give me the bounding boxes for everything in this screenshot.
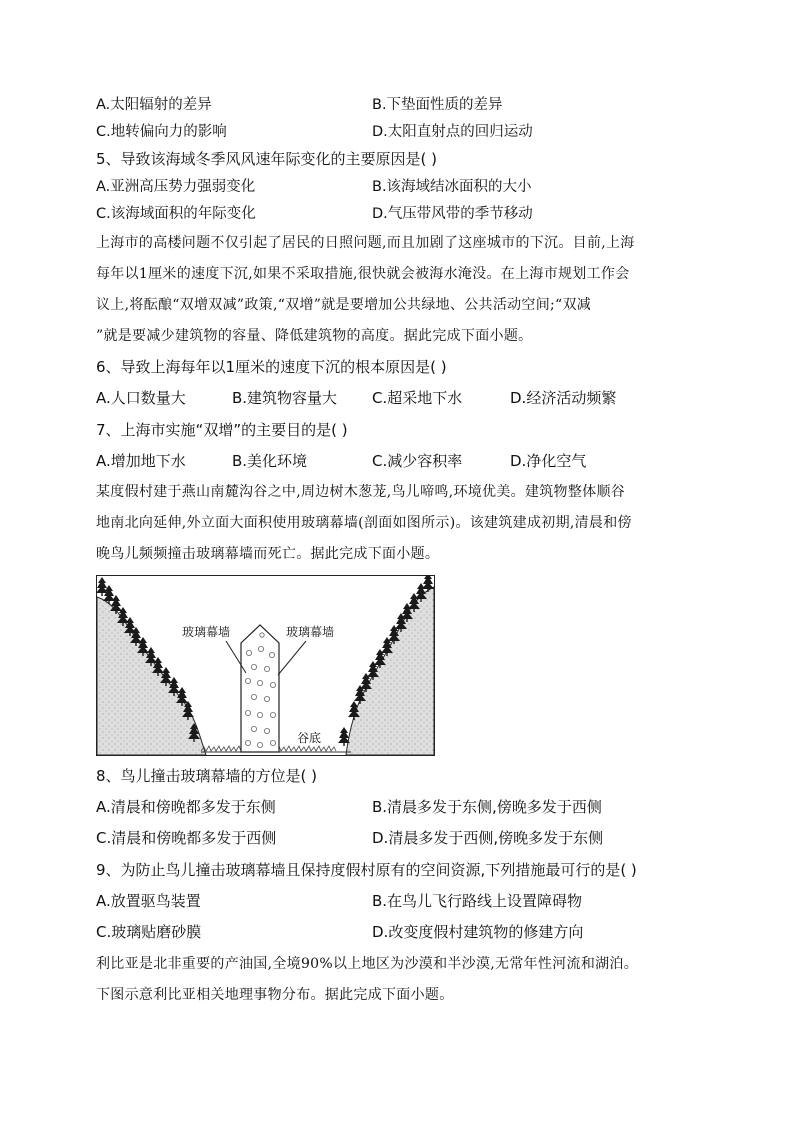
q9-option-d[interactable]: D.改变度假村建筑物的修建方向 <box>372 923 584 941</box>
q4-option-d[interactable]: D.太阳直射点的回归运动 <box>372 124 533 140</box>
passage-libya-line-1: 利比亚是北非重要的产油国,全境90%以上地区为沙漠和半沙漠,无常年性河流和湖泊。 <box>96 956 639 972</box>
q7-option-c[interactable]: C.减少容积率 <box>372 452 463 470</box>
q6-option-d[interactable]: D.经济活动频繁 <box>510 389 617 407</box>
q5-option-d[interactable]: D.气压带风带的季节移动 <box>372 206 533 222</box>
q4-option-c[interactable]: C.地转偏向力的影响 <box>96 124 227 140</box>
q5-option-c[interactable]: C.该海域面积的年际变化 <box>96 206 256 222</box>
q9-option-a[interactable]: A.放置驱鸟装置 <box>96 892 201 910</box>
q9-option-b[interactable]: B.在鸟儿飞行路线上设置障碍物 <box>372 892 583 910</box>
q4-option-a[interactable]: A.太阳辐射的差异 <box>96 97 212 113</box>
q7-option-a[interactable]: A.增加地下水 <box>96 452 186 470</box>
q5-option-a[interactable]: A.亚洲高压势力强弱变化 <box>96 179 256 195</box>
passage-shanghai-line-2: 每年以1厘米的速度下沉,如果不采取措施,很快就会被海水淹没。在上海市规划工作会 <box>96 266 630 282</box>
q4-option-b[interactable]: B.下垫面性质的差异 <box>372 97 503 113</box>
passage-resort-line-2: 地南北向延伸,外立面大面积使用玻璃幕墙(剖面如图所示)。该建筑建成初期,清晨和傍 <box>96 515 632 531</box>
q6-option-c[interactable]: C.超采地下水 <box>372 389 463 407</box>
q5-stem: 5、导致该海域冬季风风速年际变化的主要原因是( ) <box>96 150 438 168</box>
q7-option-d[interactable]: D.净化空气 <box>510 452 587 470</box>
q8-stem: 8、鸟儿撞击玻璃幕墙的方位是( ) <box>96 767 318 785</box>
passage-libya-line-2: 下图示意利比亚相关地理事物分布。据此完成下面小题。 <box>96 987 454 1003</box>
passage-shanghai-line-4: ”就是要减少建筑物的容量、降低建筑物的高度。据此完成下面小题。 <box>96 328 533 344</box>
q8-option-d[interactable]: D.清晨多发于西侧,傍晚多发于东侧 <box>372 829 604 847</box>
passage-shanghai-line-3: 议上,将酝酿“双增双减”政策,“双增”就是要增加公共绿地、公共活动空间;“双减 <box>96 297 592 313</box>
q6-option-a[interactable]: A.人口数量大 <box>96 389 186 407</box>
q9-stem: 9、为防止鸟儿撞击玻璃幕墙且保持度假村原有的空间资源,下列措施最可行的是( ) <box>96 861 637 879</box>
q7-option-b[interactable]: B.美化环境 <box>232 452 308 470</box>
q9-option-c[interactable]: C.玻璃贴磨砂膜 <box>96 923 202 941</box>
label-glass-curtain-right: 玻璃幕墙 <box>286 625 335 639</box>
q8-option-c[interactable]: C.清晨和傍晚都多发于西侧 <box>96 829 277 847</box>
q8-option-b[interactable]: B.清晨多发于东侧,傍晚多发于西侧 <box>372 798 602 816</box>
glass-curtain-building <box>241 625 279 752</box>
passage-shanghai-line-1: 上海市的高楼问题不仅引起了居民的日照问题,而且加剧了这座城市的下沉。目前,上海 <box>96 235 635 251</box>
q5-option-b[interactable]: B.该海域结冰面积的大小 <box>372 179 532 195</box>
passage-resort-line-3: 晚鸟儿频频撞击玻璃幕墙而死亡。据此完成下面小题。 <box>96 546 440 562</box>
q6-option-b[interactable]: B.建筑物容量大 <box>232 389 338 407</box>
q8-option-a[interactable]: A.清晨和傍晚都多发于东侧 <box>96 798 276 816</box>
q6-stem: 6、导致上海每年以1厘米的速度下沉的根本原因是( ) <box>96 358 447 376</box>
label-glass-curtain-left: 玻璃幕墙 <box>182 625 231 639</box>
passage-resort-line-1: 某度假村建于燕山南麓沟谷之中,周边树木葱茏,鸟儿啼鸣,环境优美。建筑物整体顺谷 <box>96 484 626 500</box>
label-valley-floor: 谷底 <box>297 731 322 745</box>
valley-cross-section-figure <box>96 575 436 757</box>
q7-stem: 7、上海市实施“双增”的主要目的是( ) <box>96 421 348 439</box>
